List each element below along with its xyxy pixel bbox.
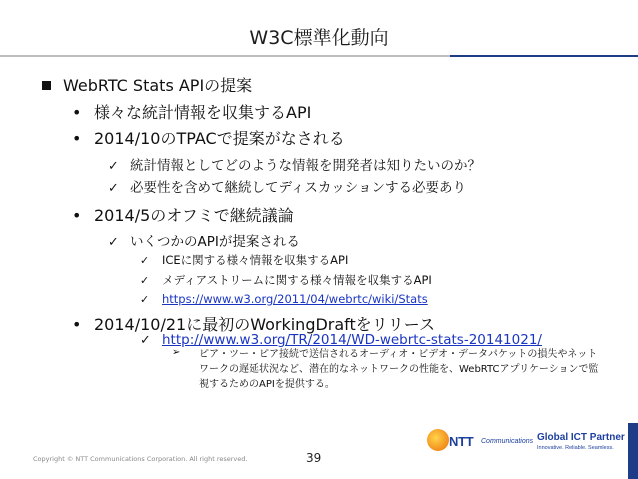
check-item-l4 (140, 252, 348, 268)
bullet-text: 2014/10/21に最初のWorkingDraftをリリース (94, 315, 436, 334)
bullet-text: 2014/5のオフミで継続議論 (94, 206, 294, 225)
check-text: 統計情報としてどのような情報を開発者は知りたいのか？ (130, 158, 481, 174)
check-item-l4 (140, 272, 432, 288)
bullet-item-l1 (42, 73, 252, 96)
check-text: 必要性を含めて継続してディスカッションする必要あり (130, 180, 467, 196)
check-item-l3 (108, 230, 300, 250)
check-text: ICEに関する様々情報を収集するAPI (162, 253, 349, 267)
square-bullet-icon (42, 81, 51, 90)
ntt-logo (423, 423, 625, 463)
logo-brand: NTT (449, 434, 474, 449)
ntt-orb-icon (427, 429, 449, 451)
check-text: いくつかのAPIが提案される (130, 234, 300, 250)
bullet-text: 様々な統計情報を収集するAPI (94, 103, 312, 122)
description-note: ピア・ツー・ピア接続で送信されるオーディオ・ビデオ・データパケットの損失やネットワークの遅延状況など、潜在的なネットワークの性能を、WebRTCアプリケーションで監視するためのAPIを提供する。 (199, 349, 599, 390)
slide-title: W3C標準化動向 (249, 27, 389, 49)
bullet-item-l2 (72, 126, 345, 149)
logo-brand-sub: Communications (481, 438, 534, 445)
bullet-dot-icon: • (72, 129, 82, 148)
page-number: 39 (306, 451, 322, 465)
checkmark-icon: ✓ (140, 333, 151, 348)
bullet-item-l2 (72, 100, 311, 123)
arrow-bullet-icon: ➢ (172, 347, 181, 358)
bullet-item-l2 (72, 203, 294, 226)
checkmark-icon: ✓ (108, 235, 119, 250)
bullet-dot-icon: • (72, 315, 82, 334)
logo-partner: Global ICT Partner (537, 432, 625, 443)
check-text: メディアストリームに関する様々情報を収集するAPI (162, 273, 432, 287)
stats-wiki-link[interactable]: https://www.w3.org/2011/04/webrtc/wiki/Stats (162, 292, 428, 306)
working-draft-link[interactable]: http://www.w3.org/TR/2014/WD-webrtc-stats-20141021/ (162, 332, 542, 348)
bullet-text: WebRTC Stats APIの提案 (63, 76, 253, 95)
copyright-text: Copyright © NTT Communications Corporation. All right reserved. (33, 455, 248, 463)
check-item-l3 (140, 332, 542, 348)
corner-accent-bar (628, 423, 638, 479)
title-rule-gray (0, 55, 450, 57)
checkmark-icon: ✓ (108, 159, 119, 174)
title-rule-navy (450, 55, 638, 57)
checkmark-icon: ✓ (140, 293, 150, 306)
check-item-l3 (108, 154, 481, 174)
logo-tagline: Innovative. Reliable. Seamless. (537, 445, 614, 451)
checkmark-icon: ✓ (140, 274, 150, 287)
check-item-l3 (108, 176, 466, 196)
bullet-text: 2014/10のTPACで提案がなされる (94, 129, 345, 148)
checkmark-icon: ✓ (108, 181, 119, 196)
check-item-l4 (140, 292, 428, 306)
bullet-dot-icon: • (72, 206, 82, 225)
bullet-dot-icon: • (72, 103, 82, 122)
checkmark-icon: ✓ (140, 254, 150, 267)
